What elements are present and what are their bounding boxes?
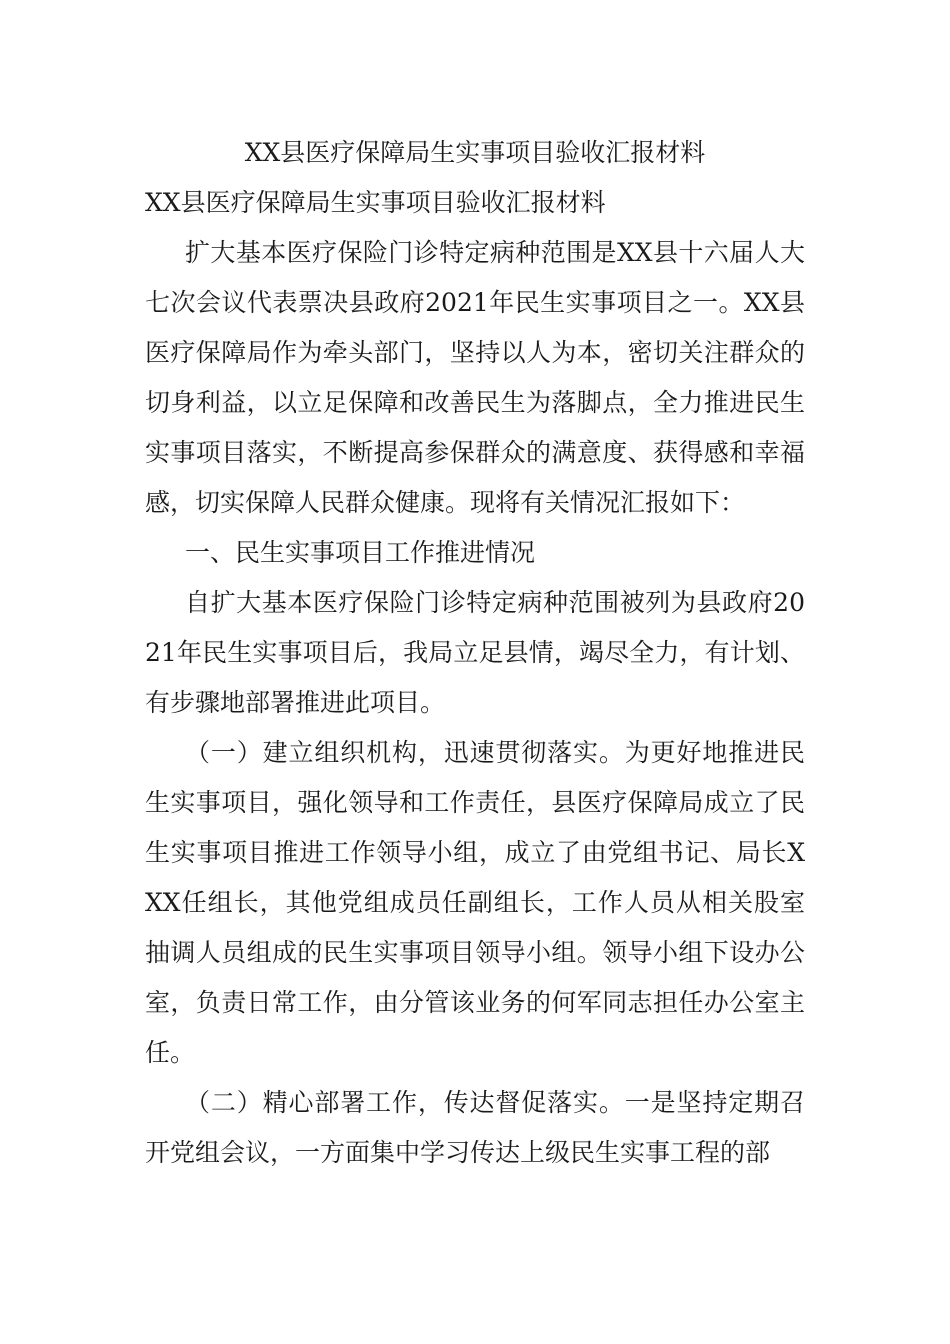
item-2-paragraph: （二）精心部署工作，传达督促落实。一是坚持定期召开党组会议，一方面集中学习传达上级民生实事工程的部 — [145, 1088, 805, 1167]
document-body — [145, 128, 805, 1178]
document-title: XX县医疗保障局生实事项目验收汇报材料 — [244, 138, 706, 167]
section-1-intro-paragraph: 自扩大基本医疗保险门诊特定病种范围被列为县政府2021年民生实事项目后，我局立足县情，竭尽全力，有计划、有步骤地部署推进此项目。 — [145, 588, 805, 717]
section-1-heading: 一、民生实事项目工作推进情况 — [185, 538, 536, 567]
intro-paragraph: 扩大基本医疗保险门诊特定病种范围是XX县十六届人大七次会议代表票决县政府2021年民生实事项目之一。XX县医疗保障局作为牵头部门，坚持以人为本，密切关注群众的切身利益，以立足保障和改善民生为落脚点，全力推进民生实事项目落实，不断提高参保群众的满意度、获得感和幸福感，切实保障人民群众健康。现将有关情况汇报如下： — [145, 238, 805, 517]
item-1-paragraph: （一）建立组织机构，迅速贯彻落实。为更好地推进民生实事项目，强化领导和工作责任，县医疗保障局成立了民生实事项目推进工作领导小组，成立了由党组书记、局长XXX任组长，其他党组成员任副组长，工作人员从相关股室抽调人员组成的民生实事项目领导小组。领导小组下设办公室，负责日常工作，由分管该业务的何军同志担任办公室主任。 — [145, 738, 805, 1067]
document-subtitle: XX县医疗保障局生实事项目验收汇报材料 — [145, 188, 606, 217]
